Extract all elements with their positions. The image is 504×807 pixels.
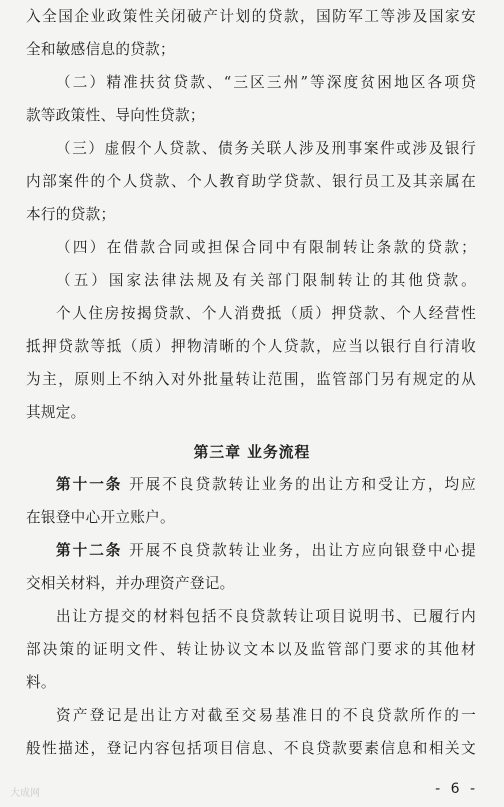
text-line: （四）在借款合同或担保合同中有限制转让条款的贷款；: [56, 239, 476, 256]
text-line: 入全国企业政策性关闭破产计划的贷款，国防军工等涉及国家安: [26, 8, 476, 25]
article-12-text: 开展不良贷款转让业务，出让方应向银登中心提: [129, 542, 476, 559]
text-line: 本行的贷款；: [26, 206, 116, 223]
text-line: 个人住房按揭贷款、个人消费抵（质）押贷款、个人经营性: [56, 305, 476, 322]
text-line: 交相关材料，并办理资产登记。: [26, 575, 235, 592]
article-11-line: [26, 468, 476, 503]
text-line: 全和敏感信息的贷款；: [26, 41, 175, 58]
article-12-line: [26, 534, 476, 569]
watermark: 大成网: [10, 788, 40, 799]
text-line: 料。: [26, 674, 56, 691]
article-11-label: 第十一条: [56, 476, 123, 493]
text-line: 在银登中心开立账户。: [26, 509, 175, 526]
text-line: 般性描述，登记内容包括项目信息、不良贷款要素信息和相关文: [26, 740, 476, 757]
page-number: - 6 -: [435, 781, 478, 797]
text-line: 其规定。: [26, 404, 86, 421]
text-line: 为主，原则上不纳入对外批量转让范围，监管部门另有规定的从: [26, 371, 476, 388]
article-12-label: 第十二条: [56, 542, 123, 559]
chapter-title: 第三章 业务流程: [193, 444, 311, 461]
text-line: 出让方提交的材料包括不良贷款转让项目说明书、已履行内: [56, 608, 476, 625]
text-line: 抵押贷款等抵（质）押物清晰的个人贷款，应当以银行自行清收: [26, 338, 476, 355]
text-line: 资产登记是出让方对截至交易基准日的不良贷款所作的一: [56, 707, 476, 724]
text-line: 款等政策性、导向性贷款；: [26, 107, 205, 124]
text-line: 部决策的证明文件、转让协议文本以及监管部门要求的其他材: [26, 641, 476, 658]
article-11-text: 开展不良贷款转让业务的出让方和受让方，均应: [129, 476, 476, 493]
text-line: （五）国家法律法规及有关部门限制转让的其他贷款。: [56, 272, 476, 289]
text-line: 内部案件的个人贷款、个人教育助学贷款、银行员工及其亲属在: [26, 173, 476, 190]
text-line: （二）精准扶贫贷款、“三区三州”等深度贫困地区各项贷: [56, 74, 476, 91]
text-line: （三）虚假个人贷款、债务关联人涉及刑事案件或涉及银行: [56, 140, 476, 157]
